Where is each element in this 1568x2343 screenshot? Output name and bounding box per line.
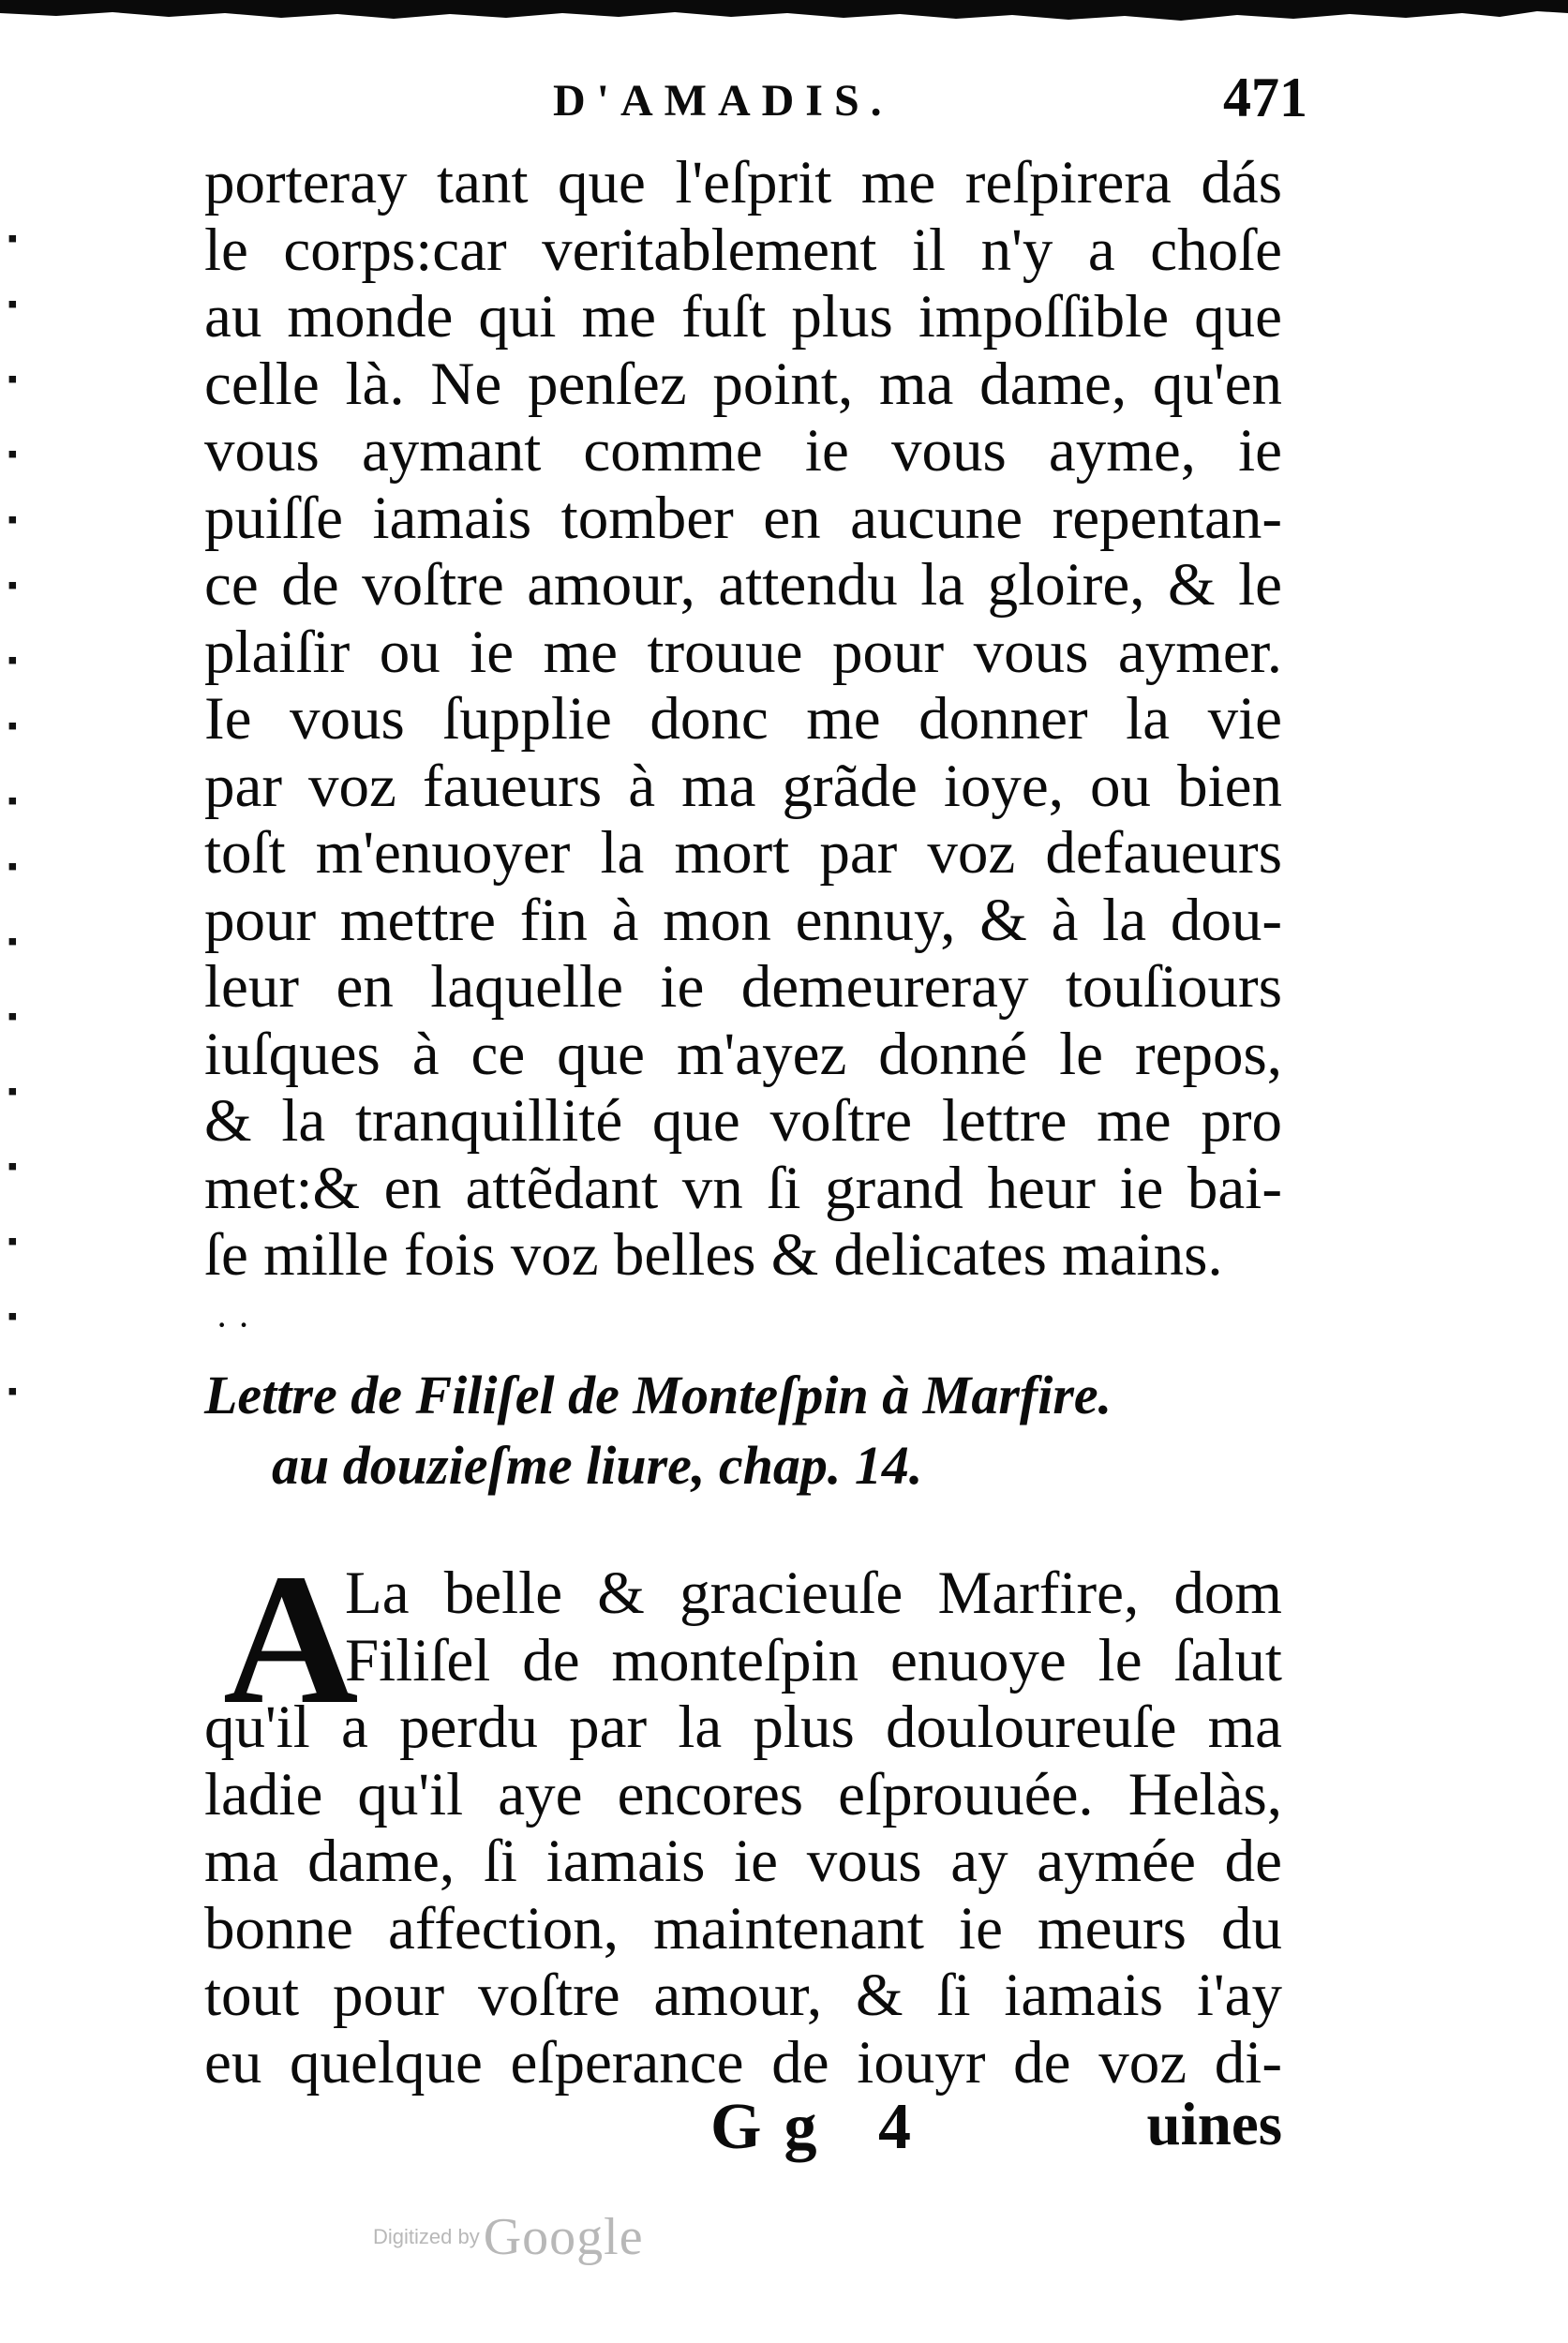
watermark-prefix: Digitized by [373, 2225, 480, 2248]
text-line: ladie qu'il aye encores eſprouuée. Helàs, [204, 1760, 1282, 1828]
text-line: bonne affection, maintenant ie meurs du [204, 1894, 1282, 1962]
scan-top-edge [0, 0, 1568, 37]
text-line: celle là. Ne penſez point, ma dame, qu'en [204, 350, 1282, 418]
text-line: ce de voſtre amour, attendu la gloire, & le [204, 551, 1282, 619]
text-line: ſe mille fois voz belles & delicates mains. [204, 1221, 1223, 1289]
text-line: qu'il a perdu par la plus douloureuſe ma [204, 1694, 1282, 1761]
text-line: ma dame, ſi iamais ie vous ay aymée de [204, 1828, 1282, 1895]
text-line: porteray tant que l'eſprit me reſpirera dás [204, 149, 1282, 216]
google-logo: Google [483, 2208, 644, 2266]
page-number: 471 [1223, 67, 1307, 128]
text-line: vous aymant comme ie vous ayme, ie [204, 417, 1282, 485]
text-line: La belle & gracieuſe Marfire, dom [345, 1560, 1282, 1627]
page-footer [204, 2090, 1282, 2165]
running-head [0, 66, 1568, 141]
drop-cap: A [223, 1536, 359, 1743]
text-line: met:& en attẽdant vn ſi grand heur ie bai- [204, 1154, 1282, 1222]
text-line: le corps:car veritablement il n'y a choſe [204, 216, 1282, 284]
body-text [204, 150, 1282, 1290]
text-line: & la tranquillité que voſtre lettre me pro [204, 1087, 1282, 1155]
text-line: toſt m'enuoyer la mort par voz defaueurs [204, 819, 1282, 887]
letter-heading: Lettre de Filiſel de Monteſpin à Marfire. [204, 1365, 1113, 1425]
facing-page-bleed: ▪ ▪ ▪ ▪ ▪ ▪ ▪ ▪ ▪ ▪ ▪ ▪ ▪ ▪ ▪ ▪ ▪ [7, 223, 18, 1407]
text-line: pour mettre fin à mon ennuy, & à la dou- [204, 886, 1282, 954]
text-line: au monde qui me fuſt plus impoſſible que [204, 283, 1282, 351]
text-line: Filiſel de monteſpin enuoye le ſalut [345, 1626, 1282, 1694]
text-line: par voz faueurs à ma grãde ioye, ou bien [204, 752, 1282, 820]
text-line: iuſques à ce que m'ayez donné le repos, [204, 1020, 1282, 1088]
text-line: leur en laquelle ie demeureray touſiours [204, 953, 1282, 1021]
digitized-watermark [373, 2207, 644, 2267]
text-line: plaiſir ou ie me trouue pour vous aymer. [204, 618, 1282, 686]
letter-heading-reference: au douzieſme liure, chap. 14. [272, 1435, 923, 1496]
catchword: uines [1146, 2091, 1282, 2158]
running-head-title: D'AMADIS. [553, 76, 893, 126]
text-line: eu quelque eſperance de iouyr de voz di- [204, 2028, 1282, 2097]
stray-dots: · · [216, 1304, 250, 1346]
text-line: tout pour voſtre amour, & ſi iamais i'ay [204, 1962, 1282, 2029]
signature-mark: Gg 4 [710, 2091, 933, 2163]
text-line: puiſſe iamais tomber en aucune repentan- [204, 484, 1282, 552]
text-line: Ie vous ſupplie donc me donner la vie [204, 685, 1282, 753]
letter-text [204, 1536, 1282, 2097]
